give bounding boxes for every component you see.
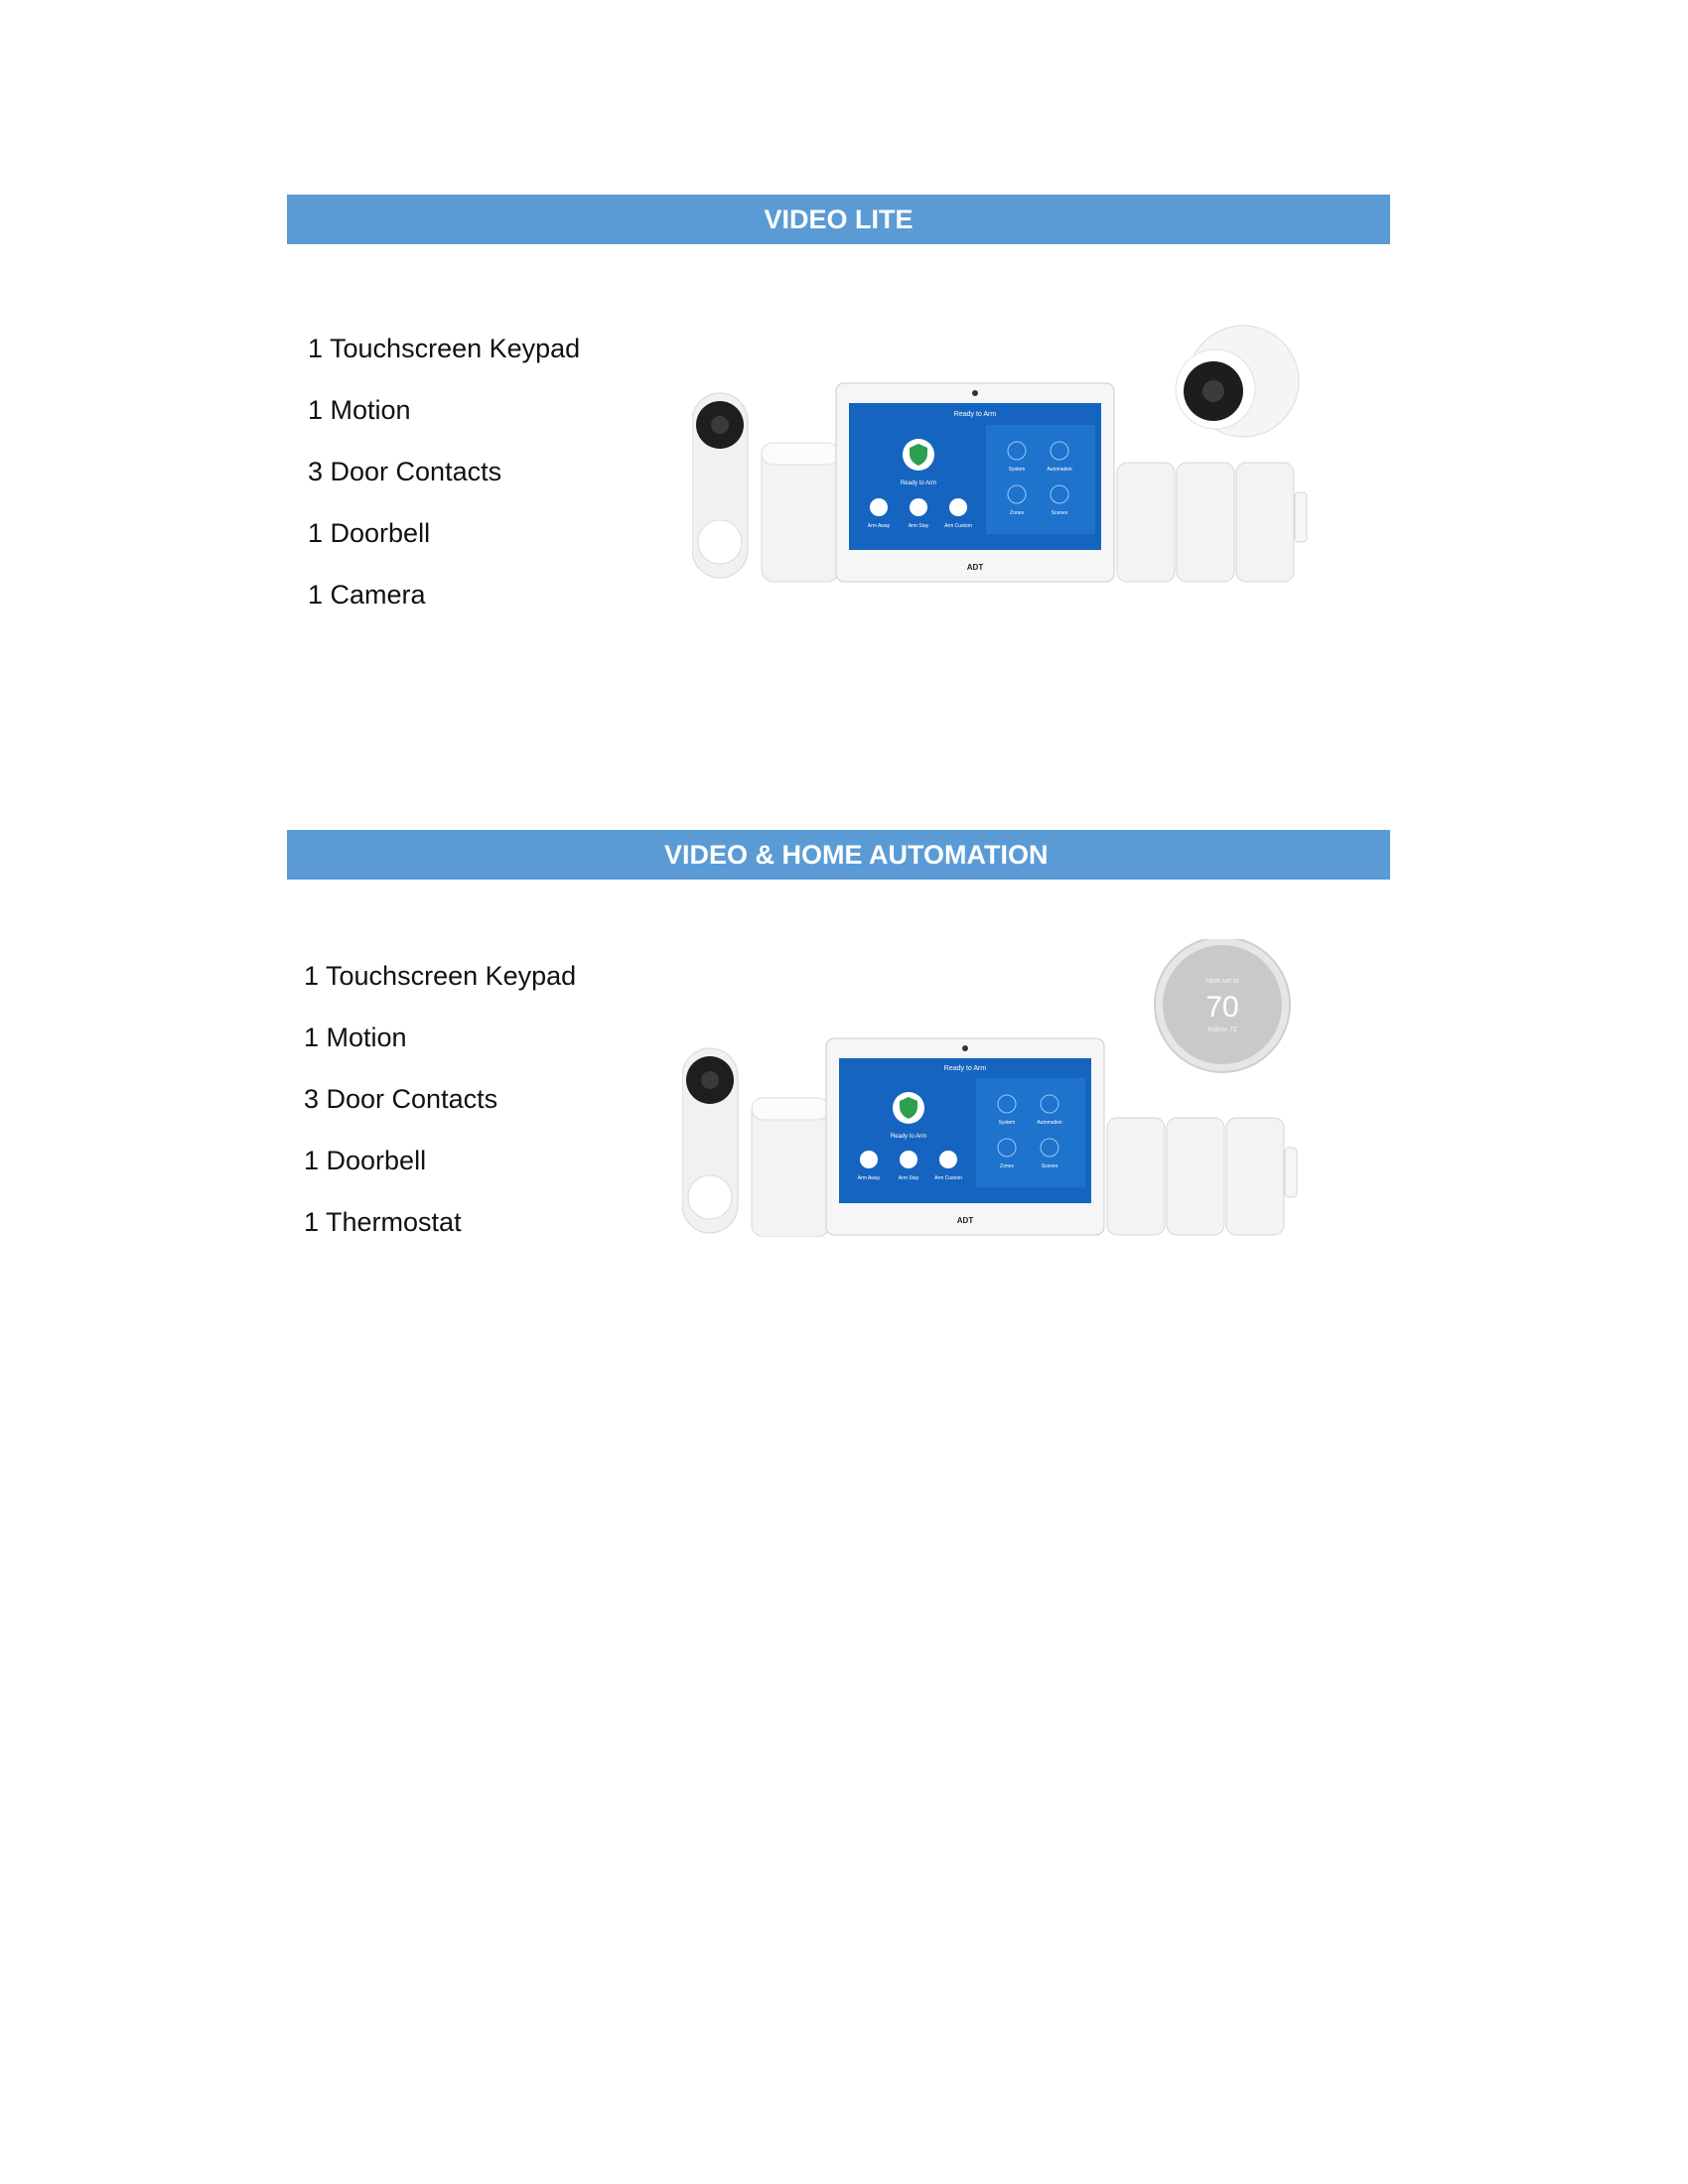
touchscreen-keypad-icon: [826, 1038, 1104, 1235]
tile-scenes-label: Scenes: [1041, 1163, 1058, 1169]
tile-automation-label: Automation: [1037, 1120, 1062, 1126]
arm-stay-label: Arm Stay: [908, 523, 929, 529]
panel-status-label: Ready to Arm: [890, 1134, 927, 1140]
list-item: 1 Motion: [304, 1023, 407, 1052]
motion-sensor-icon: [752, 1098, 829, 1237]
door-contacts-icon: [1117, 463, 1307, 582]
list-item: 1 Touchscreen Keypad: [308, 334, 581, 363]
door-contacts-icon: [1107, 1118, 1297, 1235]
section-banner: [287, 830, 1390, 880]
list-item: 1 Doorbell: [308, 518, 431, 548]
product-image: [682, 939, 1298, 1237]
list-item: 1 Motion: [308, 395, 411, 425]
adt-logo: ADT: [966, 563, 984, 572]
thermostat-icon: [1155, 939, 1290, 1072]
list-item: 1 Camera: [308, 580, 426, 610]
doorbell-icon: [692, 393, 748, 578]
arm-custom-label: Arm Custom: [944, 523, 972, 529]
panel-status: Ready to Arm: [953, 411, 997, 418]
package-section-video-lite: [287, 195, 1390, 651]
tile-zones-label: Zones: [1010, 510, 1024, 516]
product-image: [692, 304, 1308, 602]
thermostat-setpoint: 70: [1205, 991, 1239, 1024]
tile-scenes-label: Scenes: [1051, 510, 1068, 516]
tile-system-label: System: [998, 1120, 1016, 1126]
tile-zones-label: Zones: [1000, 1163, 1014, 1169]
adt-logo: ADT: [956, 1216, 974, 1225]
tile-system-label: System: [1008, 467, 1026, 473]
list-item: 1 Thermostat: [304, 1207, 462, 1237]
thermostat-indoor: Indoor 72: [1207, 1026, 1237, 1033]
camera-icon: [1176, 326, 1299, 437]
list-item: 1 Doorbell: [304, 1146, 427, 1175]
arm-stay-label: Arm Stay: [898, 1175, 919, 1181]
arm-custom-label: Arm Custom: [934, 1175, 962, 1181]
panel-status-label: Ready to Arm: [900, 480, 937, 486]
package-section-video-home-automation: [287, 830, 1390, 1287]
doorbell-icon: [682, 1048, 738, 1233]
section-title: VIDEO LITE: [764, 204, 914, 234]
equipment-list: [308, 334, 580, 641]
arm-away-label: Arm Away: [867, 523, 891, 529]
section-banner: [287, 195, 1390, 244]
section-title: VIDEO & HOME AUTOMATION: [664, 839, 1049, 870]
tile-automation-label: Automation: [1047, 467, 1072, 473]
touchscreen-keypad-icon: [836, 383, 1114, 582]
thermostat-heading: Heat set to: [1205, 978, 1239, 985]
arm-away-label: Arm Away: [857, 1175, 881, 1181]
list-item: 1 Touchscreen Keypad: [304, 961, 577, 991]
equipment-list: [304, 961, 576, 1269]
list-item: 3 Door Contacts: [304, 1084, 498, 1114]
list-item: 3 Door Contacts: [308, 457, 502, 486]
panel-status: Ready to Arm: [943, 1065, 987, 1072]
motion-sensor-icon: [762, 443, 839, 582]
